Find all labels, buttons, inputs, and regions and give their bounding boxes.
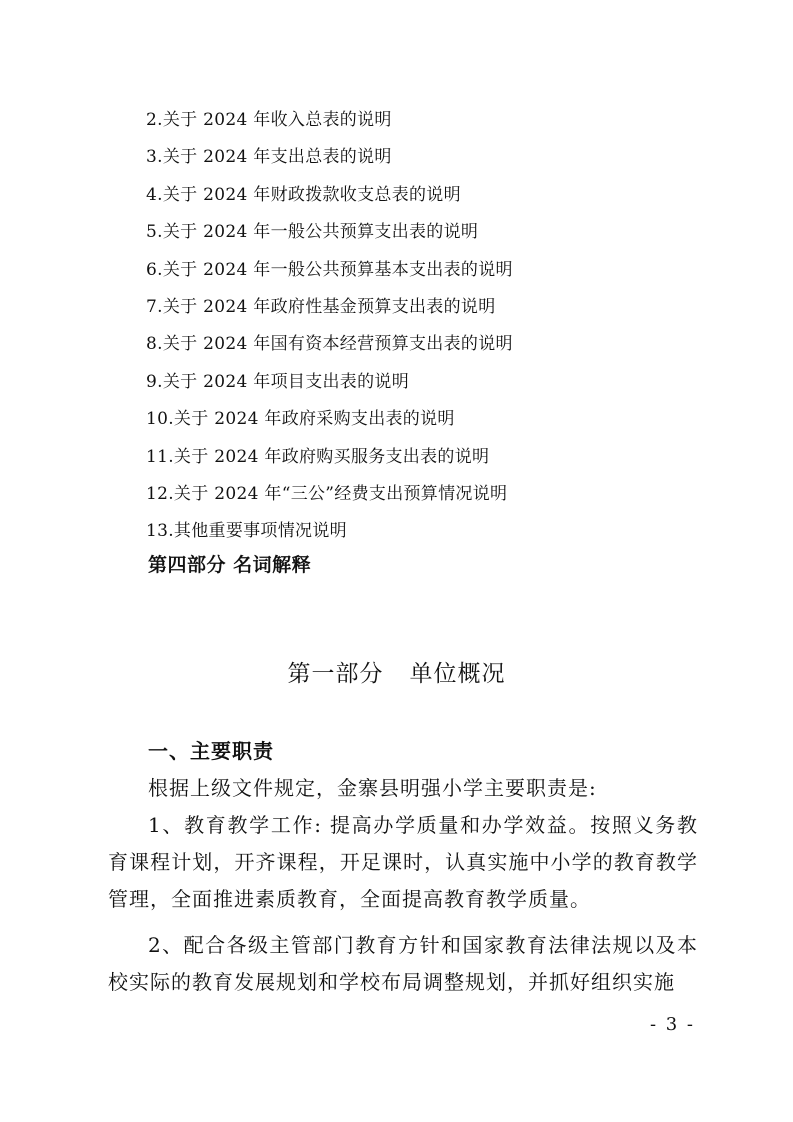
toc-item: 5.关于 2024 年一般公共预算支出表的说明 [146, 222, 479, 243]
toc-part-four-heading: 第四部分 名词解释 [148, 554, 312, 576]
body-paragraph: 根据上级文件规定，金寨县明强小学主要职责是: [148, 776, 597, 800]
toc-item: 8.关于 2024 年国有资本经营预算支出表的说明 [146, 334, 513, 355]
chapter-part-label: 第一部分 [287, 661, 384, 687]
body-paragraph: 1、教育教学工作: 提高办学质量和办学效益。按照义务教育课程计划，开齐课程，开足课时，认真实施中小学的教育教学管理，全面推进素质教育，全面提高教育教学质量。 [108, 813, 698, 911]
toc-item: 6.关于 2024 年一般公共预算基本支出表的说明 [146, 259, 513, 280]
toc-item: 9.关于 2024 年项目支出表的说明 [146, 371, 409, 392]
page-number: - 3 - [649, 1014, 695, 1035]
section-body [108, 770, 698, 1001]
toc-item: 4.关于 2024 年财政拨款收支总表的说明 [146, 184, 461, 205]
toc-item: 11.关于 2024 年政府购买服务支出表的说明 [146, 446, 490, 467]
chapter-title [0, 655, 793, 688]
chapter-title-text: 单位概况 [409, 661, 506, 687]
section-heading: 一、主要职责 [148, 739, 274, 763]
toc-item: 13.其他重要事项情况说明 [146, 521, 347, 542]
table-of-contents [146, 104, 706, 553]
body-paragraph: 2、配合各级主管部门教育方针和国家教育法律法规以及本校实际的教育发展规划和学校布局调整规划，并抓好组织实施 [108, 933, 698, 994]
toc-item: 2.关于 2024 年收入总表的说明 [146, 110, 392, 130]
toc-item: 10.关于 2024 年政府采购支出表的说明 [146, 409, 455, 430]
toc-item: 7.关于 2024 年政府性基金预算支出表的说明 [146, 296, 496, 317]
toc-item: 12.关于 2024 年“三公”经费支出预算情况说明 [146, 483, 508, 504]
toc-item: 3.关于 2024 年支出总表的说明 [146, 147, 392, 168]
